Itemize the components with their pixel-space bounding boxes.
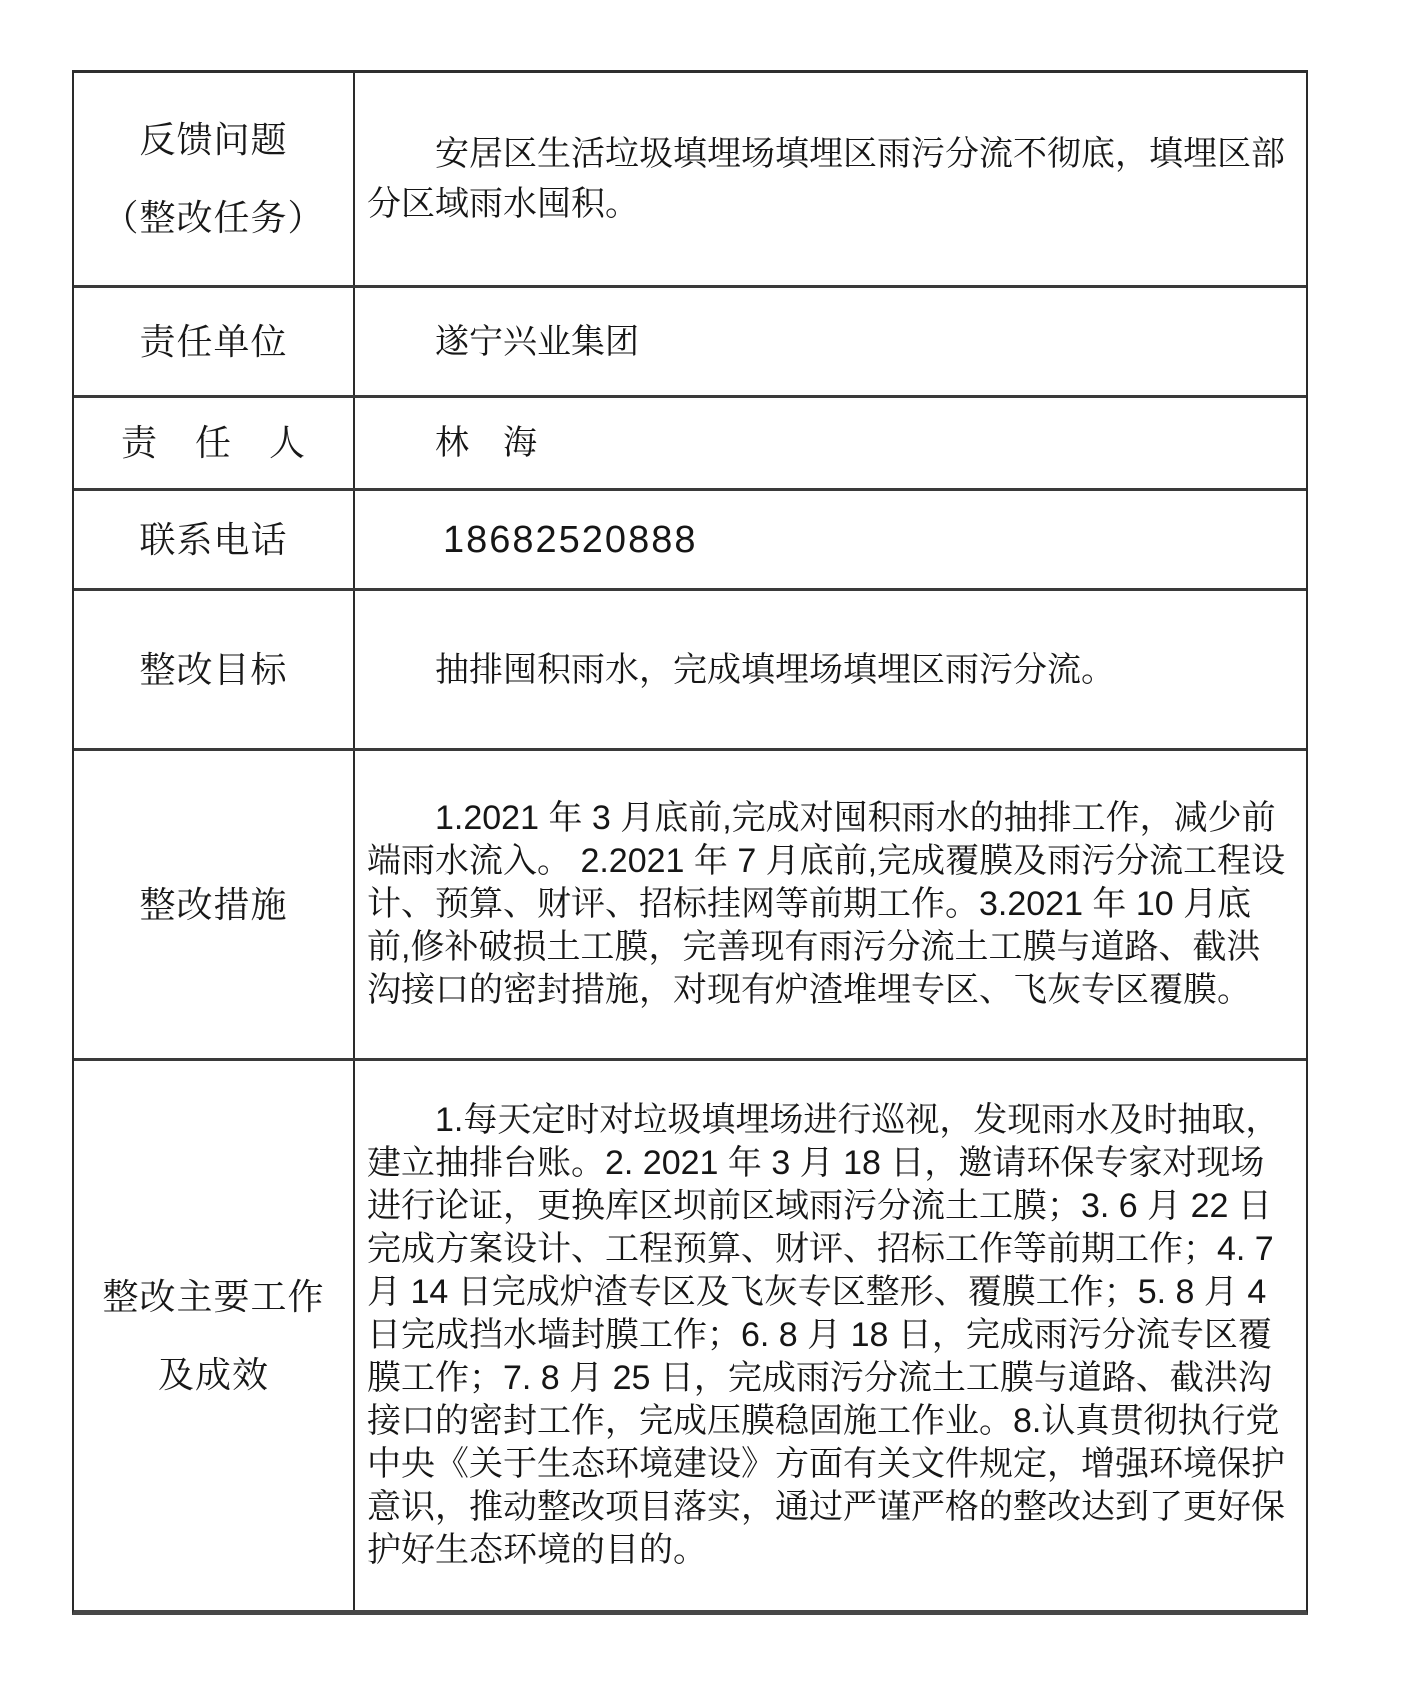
row-value-rectification-measures bbox=[355, 751, 1306, 1058]
row-label-line: 联系电话 bbox=[139, 518, 288, 560]
rectification-goal-text: 抽排囤积雨水，完成填埋场填埋区雨污分流。 bbox=[435, 650, 1115, 689]
table-row-main-work-results bbox=[74, 1058, 1306, 1610]
row-value-feedback-problem bbox=[355, 73, 1306, 285]
row-label-line: （整改任务） bbox=[102, 197, 325, 238]
row-label-line: 责任单位 bbox=[139, 320, 288, 362]
row-label-responsible-person bbox=[74, 398, 355, 488]
row-label-contact-phone bbox=[74, 491, 355, 588]
row-label-line: 责 任 人 bbox=[120, 422, 306, 463]
row-label-responsible-unit bbox=[74, 288, 355, 395]
row-label-rectification-measures bbox=[74, 751, 355, 1058]
table-row-responsible-unit bbox=[74, 285, 1306, 395]
row-value-contact-phone bbox=[355, 491, 1306, 588]
row-value-responsible-unit bbox=[355, 288, 1306, 395]
contact-phone-number: 18682520888 bbox=[443, 518, 698, 561]
rectification-measures-text: 1.2021 年 3 月底前,完成对囤积雨水的抽排工作，减少前端雨水流入。 2.2021 年 7 月底前,完成覆膜及雨污分流工程设计、预算、财评、招标挂网等前期工作。3.2021 年 10 月底前,修补破损土工膜，完善现有雨污分流土工膜与道路、截洪沟接口的密封措施，对现有炉渣堆埋专区、飞灰专区覆膜。 bbox=[367, 799, 1286, 1009]
row-label-line: 及成效 bbox=[157, 1353, 269, 1395]
row-label-line: 反馈问题 bbox=[139, 119, 288, 160]
table-row-responsible-person bbox=[74, 395, 1306, 488]
responsible-person-text: 林 海 bbox=[435, 424, 537, 462]
row-label-line: 整改主要工作 bbox=[102, 1275, 325, 1317]
row-label-rectification-goal bbox=[74, 591, 355, 748]
table-row-rectification-goal bbox=[74, 588, 1306, 748]
row-label-main-work-results bbox=[74, 1061, 355, 1610]
rectification-table bbox=[72, 70, 1308, 1615]
row-label-line: 整改目标 bbox=[139, 648, 288, 690]
main-work-results-text: 1.每天定时对垃圾填埋场进行巡视，发现雨水及时抽取，建立抽排台账。2. 2021 年 3 月 18 日，邀请环保专家对现场进行论证，更换库区坝前区域雨污分流土工膜；3. 6 月 22 日完成方案设计、工程预算、财评、招标工作等前期工作；4. 7 月 14 日完成炉渣专区及飞灰专区整形、覆膜工作；5. 8 月 4 日完成挡水墙封膜工作；6. 8 月 18 日，完成雨污分流专区覆膜工作；7. 8 月 25 日，完成雨污分流土工膜与道路、截洪沟接口的密封工作，完成压膜稳固施工作业。8.认真贯彻执行党中央《关于生态环境建设》方面有关文件规定，增强环境保护意识，推动整改项目落实，通过严谨严格的整改达到了更好保护好生态环境的目的。 bbox=[367, 1101, 1285, 1569]
row-value-main-work-results bbox=[355, 1061, 1306, 1610]
row-value-responsible-person bbox=[355, 398, 1306, 488]
table-row-contact-phone bbox=[74, 488, 1306, 588]
responsible-unit-text: 遂宁兴业集团 bbox=[435, 322, 639, 361]
table-row-rectification-measures bbox=[74, 748, 1306, 1058]
row-label-line: 整改措施 bbox=[139, 883, 288, 925]
feedback-problem-text: 安居区生活垃圾填埋场填埋区雨污分流不彻底，填埋区部分区域雨水囤积。 bbox=[367, 135, 1285, 223]
row-value-rectification-goal bbox=[355, 591, 1306, 748]
table-row-feedback-problem bbox=[74, 73, 1306, 285]
row-label-feedback-problem bbox=[74, 73, 355, 285]
